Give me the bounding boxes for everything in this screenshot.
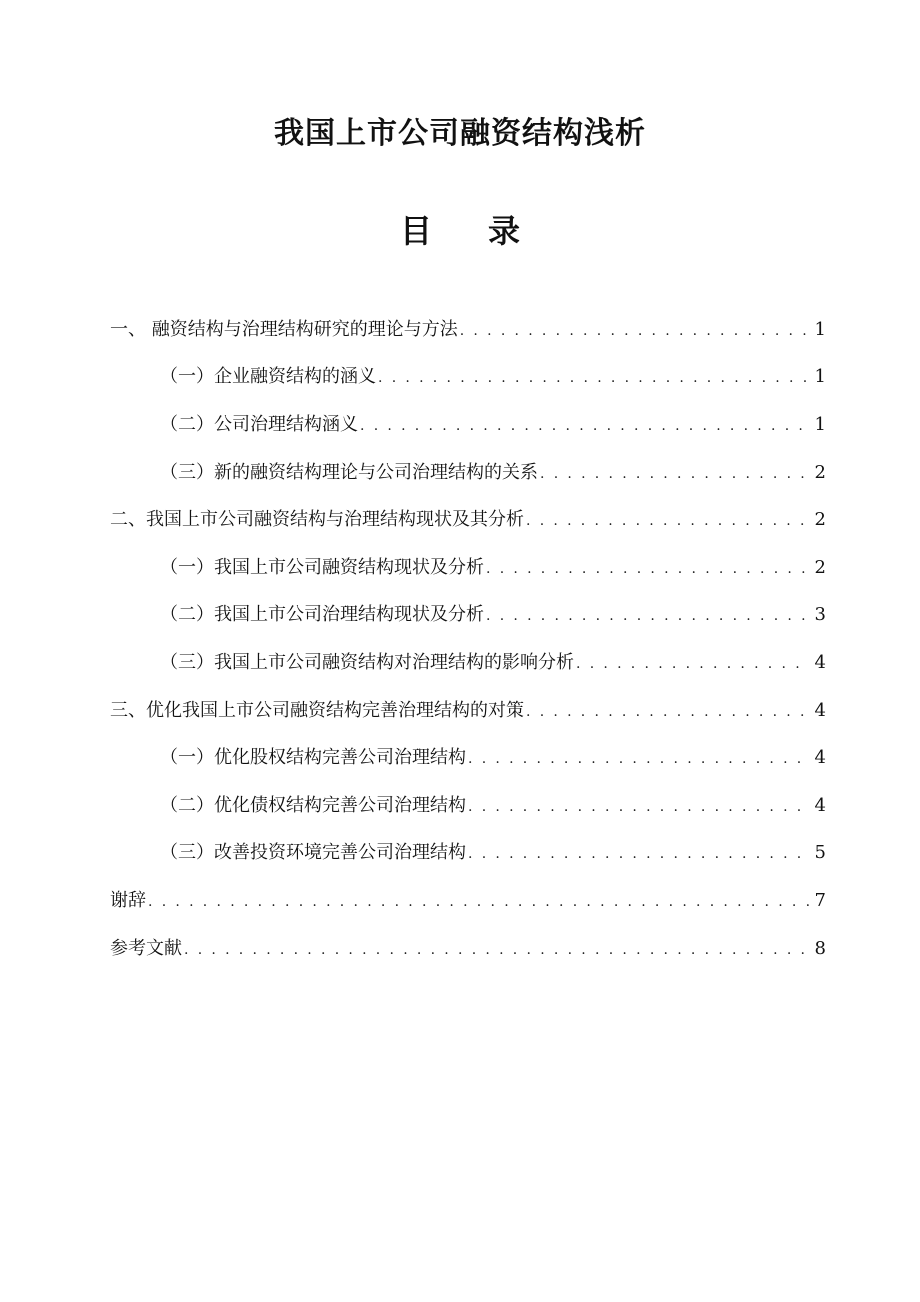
toc-entry-page: 7 — [814, 889, 826, 911]
toc-dot-leader — [526, 699, 810, 723]
toc-entry-label: （一）我国上市公司融资结构现状及分析 — [160, 556, 484, 578]
toc-dot-leader — [576, 651, 810, 675]
toc-entry[interactable] — [110, 687, 826, 735]
toc-heading — [0, 208, 920, 254]
toc-entry-page: 5 — [814, 842, 826, 864]
toc-entry-label: （二）公司治理结构涵义 — [160, 413, 358, 435]
toc-entry[interactable] — [110, 782, 826, 830]
toc-dot-leader — [468, 794, 810, 818]
toc-entry[interactable] — [110, 592, 826, 640]
toc-entry-label: 谢辞 — [110, 889, 146, 911]
toc-dot-leader — [360, 413, 810, 437]
toc-dot-leader — [540, 461, 810, 485]
toc-dot-leader — [486, 603, 810, 627]
toc-entry-page: 8 — [814, 937, 826, 959]
toc-heading-left: 目 — [399, 212, 432, 250]
toc-entry-page: 4 — [814, 651, 826, 673]
toc-entry[interactable] — [110, 830, 826, 878]
toc-entry-label: （三）改善投资环境完善公司治理结构 — [160, 842, 466, 864]
toc-entry-label: 三、优化我国上市公司融资结构完善治理结构的对策 — [110, 699, 524, 721]
toc-entry-page: 1 — [814, 318, 826, 340]
toc-entry-page: 2 — [814, 509, 826, 531]
toc-entry[interactable] — [110, 544, 826, 592]
document-title: 我国上市公司融资结构浅析 — [274, 116, 646, 151]
toc-entry-label: （一）企业融资结构的涵义 — [160, 366, 376, 388]
toc-dot-leader — [526, 508, 810, 532]
toc-dot-leader — [184, 937, 810, 961]
toc-entry[interactable] — [110, 449, 826, 497]
toc-heading-right: 录 — [488, 212, 521, 250]
toc-entry-page: 4 — [814, 699, 826, 721]
toc-entry-label: （二）优化债权结构完善公司治理结构 — [160, 794, 466, 816]
toc-entry-label: 参考文献 — [110, 937, 182, 959]
toc-entry-page: 2 — [814, 556, 826, 578]
toc-entry-label: （三）我国上市公司融资结构对治理结构的影响分析 — [160, 651, 574, 673]
toc-dot-leader — [460, 318, 810, 342]
toc-dot-leader — [148, 889, 810, 913]
toc-entry[interactable] — [110, 401, 826, 449]
toc-entry-label: 二、我国上市公司融资结构与治理结构现状及其分析 — [110, 509, 524, 531]
toc-dot-leader — [468, 746, 810, 770]
toc-entry[interactable] — [110, 877, 826, 925]
toc-entry-page: 1 — [814, 366, 826, 388]
toc-entry[interactable] — [110, 306, 826, 354]
toc-entry-page: 1 — [814, 413, 826, 435]
toc-dot-leader — [378, 365, 810, 389]
toc-entry-label: （一）优化股权结构完善公司治理结构 — [160, 747, 466, 769]
toc-dot-leader — [468, 841, 810, 865]
toc-entry[interactable] — [110, 734, 826, 782]
toc-entry[interactable] — [110, 925, 826, 973]
toc-entry[interactable] — [110, 354, 826, 402]
toc-entry[interactable] — [110, 639, 826, 687]
table-of-contents — [110, 306, 826, 972]
toc-entry-label: （二）我国上市公司治理结构现状及分析 — [160, 604, 484, 626]
toc-entry[interactable] — [110, 496, 826, 544]
toc-entry-page: 2 — [814, 461, 826, 483]
toc-entry-label: （三）新的融资结构理论与公司治理结构的关系 — [160, 461, 538, 483]
toc-entry-label: 一、 融资结构与治理结构研究的理论与方法 — [110, 318, 458, 340]
toc-entry-page: 4 — [814, 747, 826, 769]
toc-entry-page: 3 — [814, 604, 826, 626]
toc-entry-page: 4 — [814, 794, 826, 816]
toc-dot-leader — [486, 556, 810, 580]
